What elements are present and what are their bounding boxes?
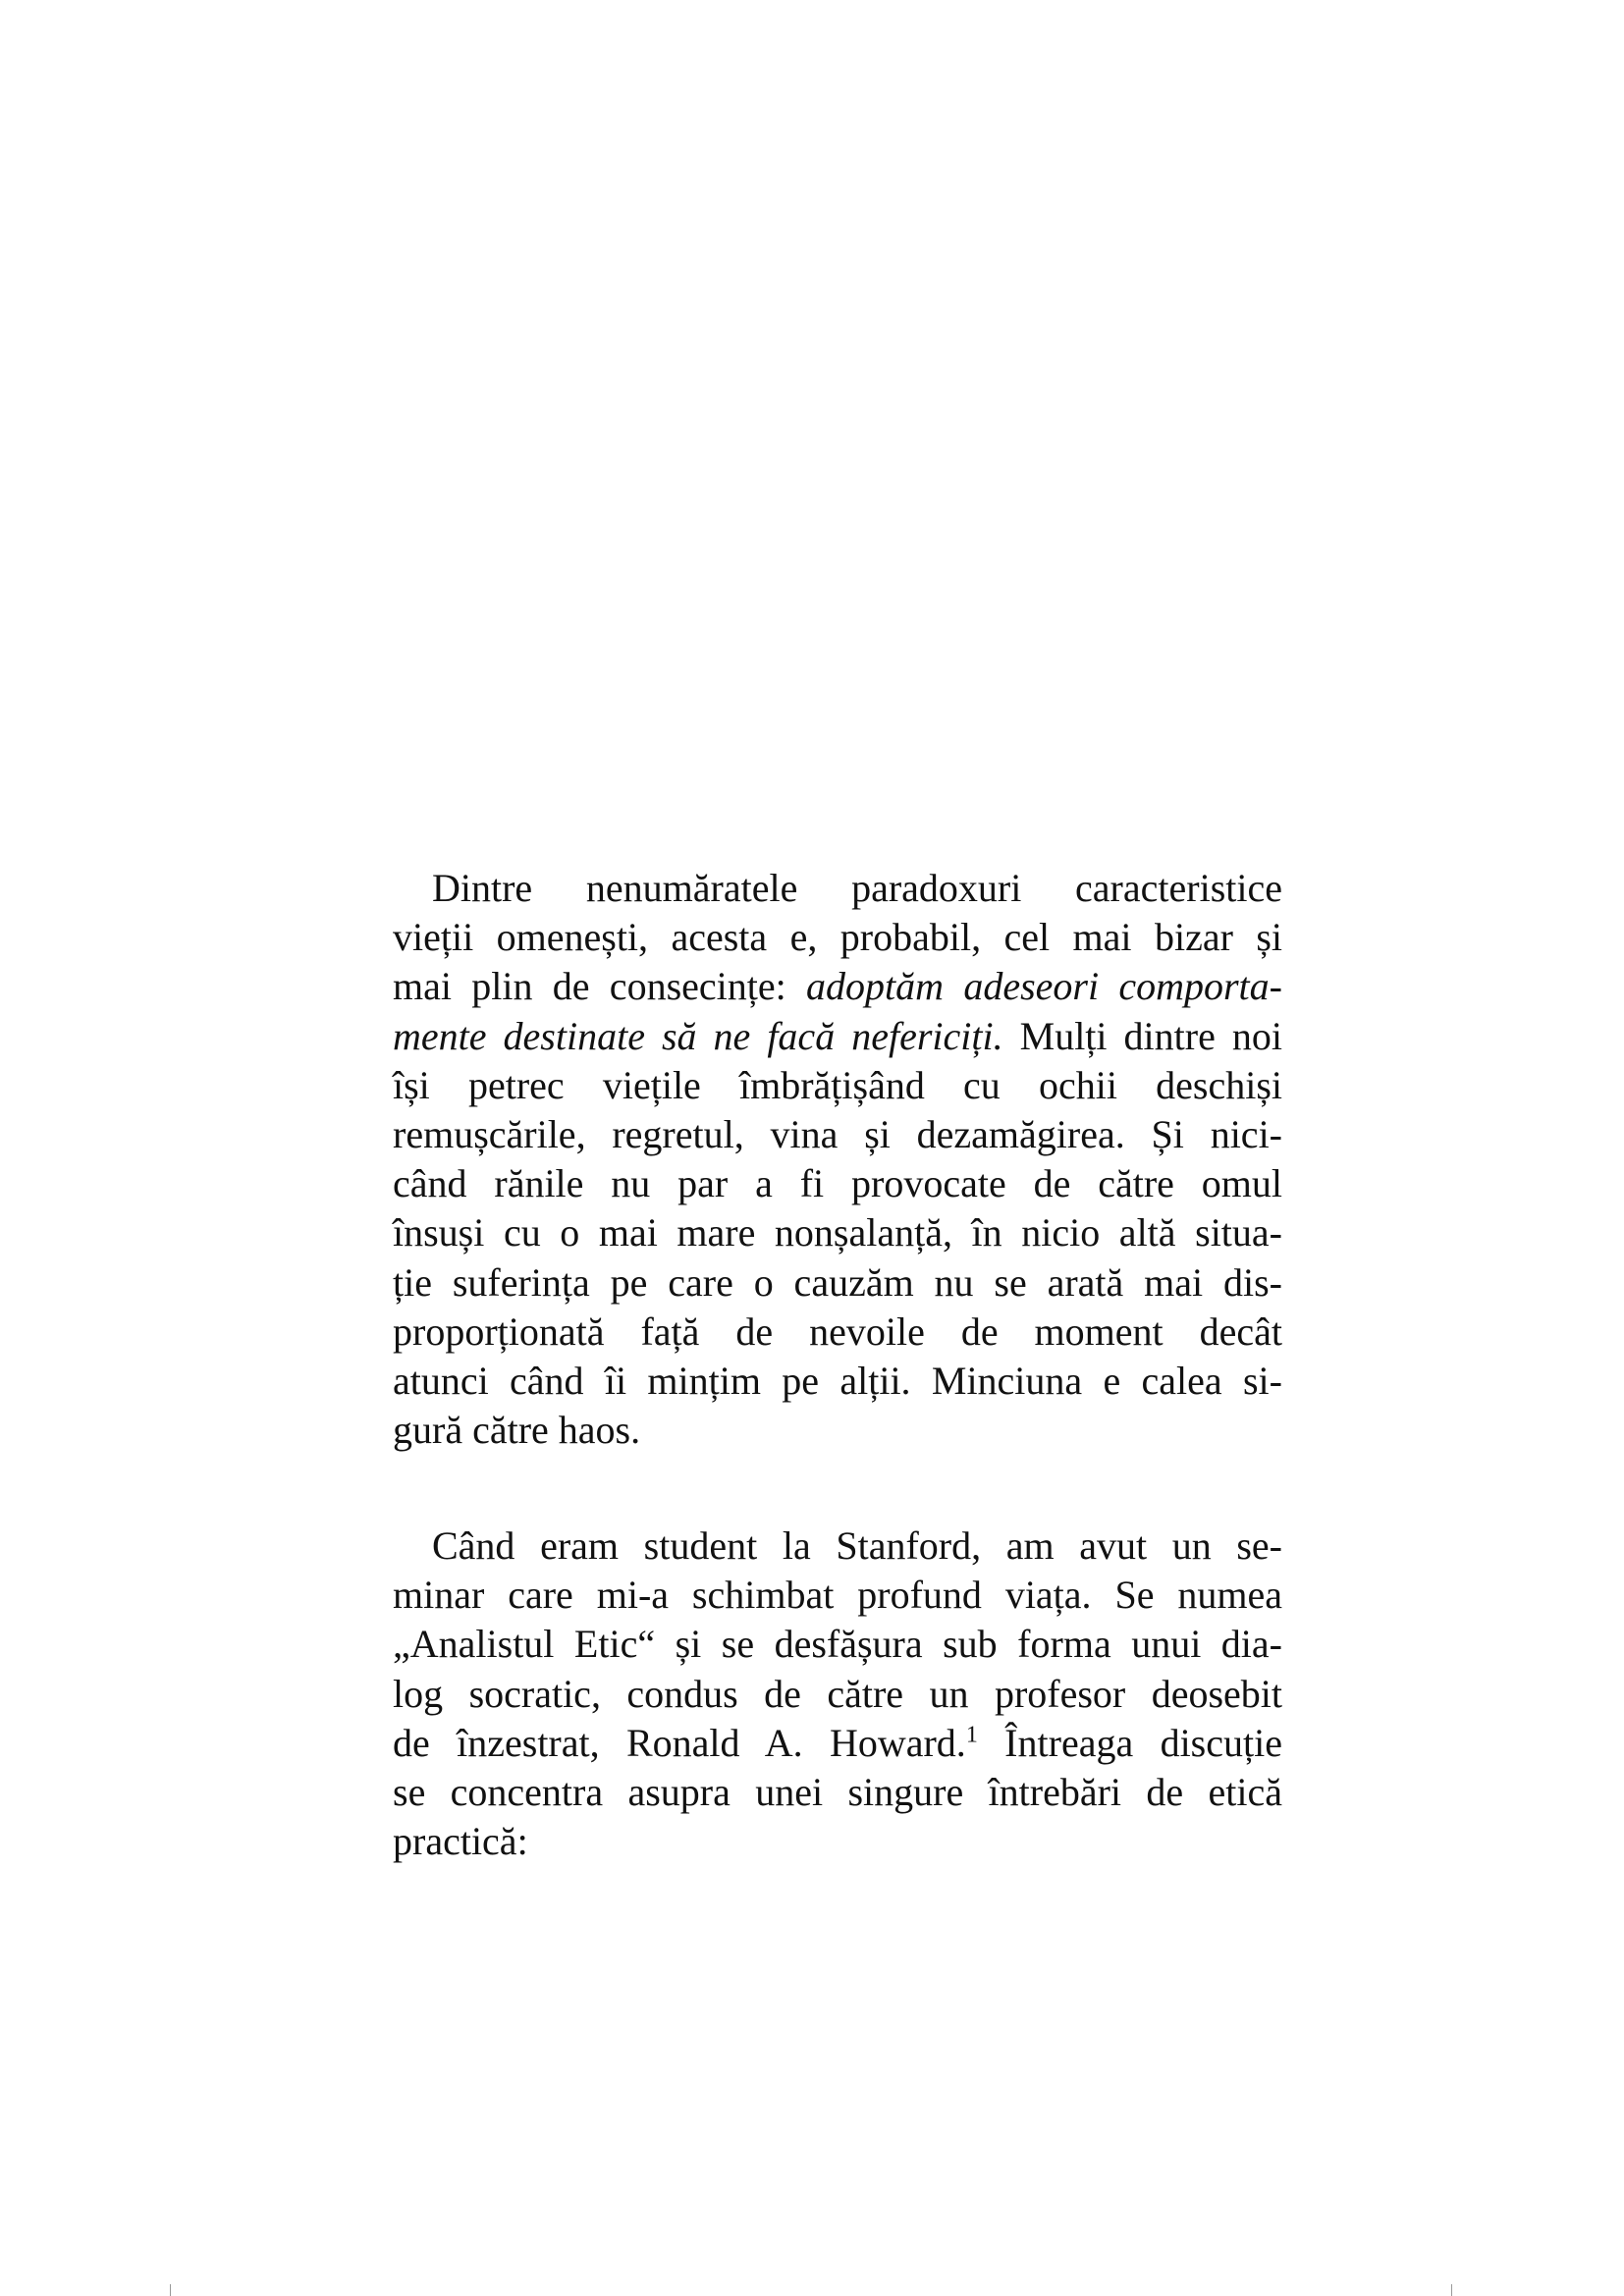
text-line: când rănile nu par a fi provocate de către omul xyxy=(393,1161,1282,1206)
paragraph-2 xyxy=(393,1522,1282,1866)
text-line: Când eram student la Stanford, am avut un se- xyxy=(432,1523,1282,1568)
italic-text: adoptăm adeseori comporta- xyxy=(806,964,1282,1009)
text-line: atunci când îi mințim pe alții. Minciuna e calea si- xyxy=(393,1358,1282,1403)
text-line: de înzestrat, Ronald A. Howard.$^1$ Întreaga discuție xyxy=(393,1720,1282,1765)
text-line: își petrec viețile îmbrățișând cu ochii deschiși xyxy=(393,1062,1282,1107)
text-line: însuși cu o mai mare nonșalanță, în nicio altă situa- xyxy=(393,1210,1282,1255)
text-line: log socratic, condus de către un profesor deosebit xyxy=(393,1671,1282,1716)
text-line: se concentra asupra unei singure întrebări de etică xyxy=(393,1769,1282,1814)
text-line: ție suferința pe care o cauzăm nu se arată mai dis- xyxy=(393,1259,1282,1305)
text-line: vieții omenești, acesta e, probabil, cel mai bizar și xyxy=(393,915,1282,960)
text-line: „Analistul Etic“ și se desfășura sub forma unui dia- xyxy=(393,1622,1282,1667)
crop-mark-right xyxy=(1451,2284,1452,2296)
text-line: remușcările, regretul, vina și dezamăgirea. Și nici- xyxy=(393,1111,1282,1156)
text-line: gură către haos. xyxy=(393,1408,641,1453)
text-line: mente destinate să ne facă nefericiți. Mulți dintre noi xyxy=(393,1013,1282,1058)
text-line: proporționată față de nevoile de moment decât xyxy=(393,1308,1282,1354)
text-line: Dintre nenumăratele paradoxuri caracteristice xyxy=(432,866,1282,910)
italic-text: mente destinate să ne facă nefericiți. xyxy=(393,1013,1003,1058)
paragraph-1 xyxy=(393,864,1282,1455)
footnote-marker: 1 xyxy=(965,1722,978,1748)
text-line: practică: xyxy=(393,1819,528,1864)
crop-mark-left xyxy=(170,2284,171,2296)
text-line: mai plin de consecințe: adoptăm adeseori comporta- xyxy=(393,964,1282,1009)
text-line: minar care mi-a schimbat profund viața. Se numea xyxy=(393,1573,1282,1618)
